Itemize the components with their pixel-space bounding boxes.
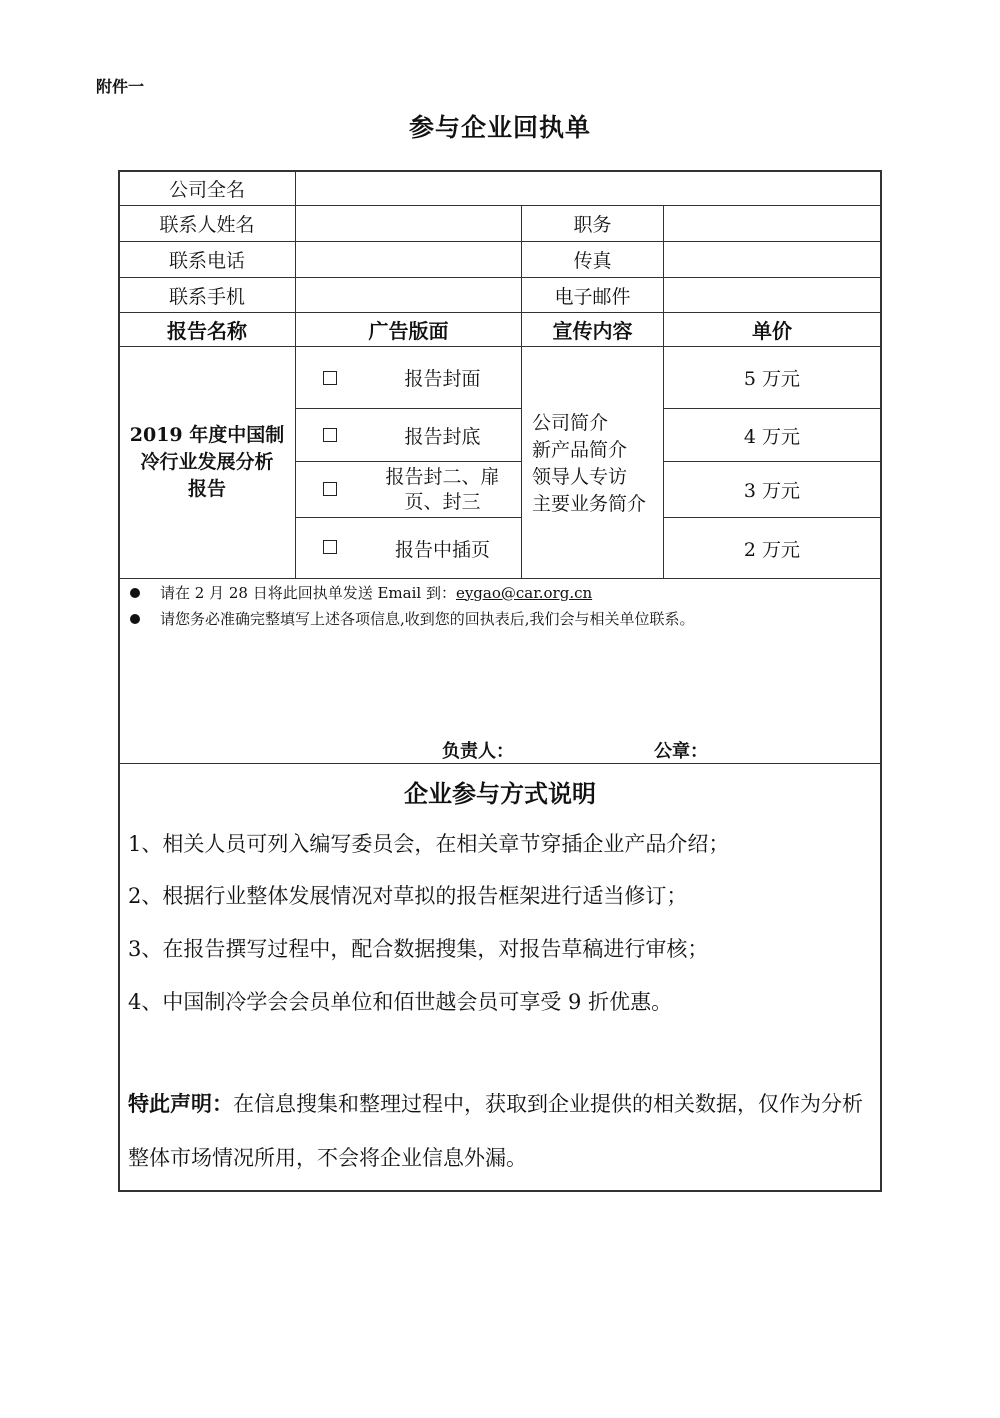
bullet-icon (130, 588, 140, 598)
promo-content-line-4: 主要业务简介 (532, 493, 647, 515)
note-send-email-text: 请在 2 月 28 日将此回执单发送 Email 到： (160, 584, 456, 602)
note-fill-info-text: 请您务必准确完整填写上述各项信息,收到您的回执表后,我们会与相关单位联系。 (160, 610, 695, 628)
explanation-item-3: 3、在报告撰写过程中，配合数据搜集，对报告草稿进行审核； (128, 937, 709, 961)
contact-name-label: 联系人姓名 (159, 214, 255, 236)
fax-label: 传真 (573, 250, 612, 272)
declaration-label: 特此声明： (128, 1091, 233, 1116)
explanation-item-1: 1、相关人员可列入编写委员会，在相关章节穿插企业产品介绍； (128, 832, 730, 856)
header-report-name: 报告名称 (167, 319, 247, 343)
email-label: 电子邮件 (554, 285, 631, 308)
position-label: 职务 (573, 214, 612, 236)
position-field[interactable] (664, 206, 880, 241)
price-cover: 5 万元 (743, 368, 801, 390)
explanation-item-2: 2、根据行业整体发展情况对草拟的报告框架进行适当修订； (128, 884, 688, 908)
checkbox-insert-page[interactable] (323, 540, 337, 554)
report-name (119, 347, 295, 578)
ad-option-inside-cover-line-1: 报告封二、扉 (385, 465, 500, 488)
header-content: 宣传内容 (552, 319, 633, 343)
phone-field[interactable] (296, 242, 521, 277)
checkbox-back-cover[interactable] (323, 428, 337, 442)
explanation-title: 企业参与方式说明 (404, 779, 596, 808)
declaration-text: 在信息搜集和整理过程中，获取到企业提供的相关数据，仅作为分析整体市场情况所用，不会将企业信息外漏。 (128, 1092, 863, 1170)
promo-content-line-3: 领导人专访 (532, 466, 628, 488)
seal-label: 公章： (654, 741, 708, 762)
price-inside-cover: 3 万元 (743, 480, 801, 502)
note-send-email (130, 582, 592, 603)
ad-option-inside-cover (360, 462, 525, 517)
header-ad-layout: 广告版面 (368, 319, 449, 343)
note-fill-info (130, 608, 695, 629)
bullet-icon (130, 614, 140, 624)
promo-content (532, 410, 646, 518)
responsible-label: 负责人： (442, 741, 514, 762)
company-name-field[interactable] (296, 171, 880, 205)
promo-content-line-2: 新产品简介 (532, 439, 628, 461)
fax-field[interactable] (664, 242, 880, 277)
report-name-line-3: 报告 (187, 478, 226, 500)
ad-option-inside-cover-line-2: 页、封三 (404, 490, 481, 513)
explanation-item-4: 4、中国制冷学会会员单位和佰世越会员可享受 9 折优惠。 (128, 990, 673, 1014)
phone-label: 联系电话 (168, 250, 245, 272)
declaration (128, 1077, 873, 1185)
company-name-label: 公司全名 (168, 178, 245, 201)
contact-name-field[interactable] (296, 206, 521, 241)
header-price: 单价 (752, 319, 792, 343)
attachment-label: 附件一 (96, 77, 145, 96)
contact-email-link[interactable]: eygao@car.org.cn (455, 583, 593, 602)
price-insert-page: 2 万元 (743, 538, 801, 561)
ad-option-cover: 报告封面 (404, 368, 481, 390)
mobile-label: 联系手机 (168, 285, 245, 308)
ad-option-back-cover: 报告封底 (404, 425, 481, 448)
report-name-line-2: 冷行业发展分析 (140, 451, 274, 473)
checkbox-cover[interactable] (323, 371, 337, 385)
price-back-cover: 4 万元 (743, 425, 801, 448)
page-title: 参与企业回执单 (408, 113, 591, 142)
ad-option-insert-page: 报告中插页 (394, 538, 490, 561)
promo-content-line-1: 公司简介 (532, 412, 609, 434)
mobile-field[interactable] (296, 278, 521, 312)
email-field[interactable] (664, 278, 880, 312)
checkbox-inside-cover[interactable] (323, 482, 337, 496)
report-name-line-1: 2019 年度中国制 (129, 424, 285, 446)
